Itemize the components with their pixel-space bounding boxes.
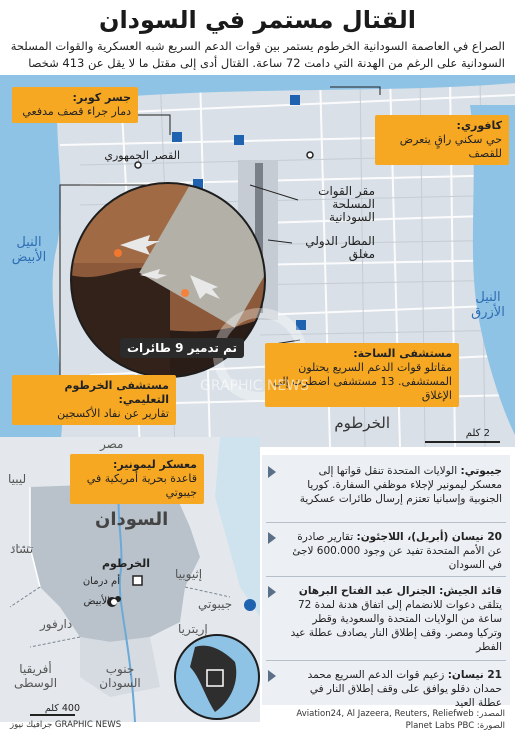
footer-source: المصدر: Aviation24, Al Jazeera, Reuters, Reliefweb bbox=[296, 709, 505, 719]
callout-cooper-bridge-text: دمار جراء قصف مدفعي bbox=[22, 105, 131, 118]
callout-lemonnier-text: قاعدة بحرية أمريكية في جيبوتي bbox=[86, 472, 197, 499]
callout-kafouri bbox=[375, 115, 509, 165]
callout-saha-hospital-title: مستشفى الساحة: bbox=[353, 347, 452, 360]
country-libya: ليبيا bbox=[8, 472, 27, 486]
country-sudan: السودان bbox=[95, 509, 169, 530]
timeline-entry-3 bbox=[262, 580, 510, 658]
triangle-icon bbox=[268, 586, 276, 598]
timeline-divider bbox=[266, 576, 506, 577]
callout-kafouri-text: حي سكني راقٍ يتعرض للقصف bbox=[399, 133, 502, 160]
callout-teaching-hospital-text: تقارير عن نفاد الأكسجين bbox=[57, 407, 169, 420]
timeline-entry-3-text: يتلقى دعوات للانضمام إلى اتفاق هدنة لمدة 72 ساعة من الولايات المتحدة والسعودية وقطر وتركيا ومصر. وقف إطلاق النار يصادف عطلة عيد الفطر bbox=[290, 599, 502, 653]
label-blue-nile: النيل الأزرق bbox=[471, 290, 505, 320]
city-khartoum: الخرطوم bbox=[102, 557, 150, 570]
regional-inset-map bbox=[0, 437, 260, 722]
callout-saha-hospital bbox=[265, 343, 459, 407]
region-darfur: دارفور bbox=[40, 617, 73, 631]
triangle-icon bbox=[268, 670, 276, 682]
callout-lemonnier-title: معسكر ليمونير: bbox=[112, 458, 197, 471]
country-eritrea: إريتريا bbox=[178, 622, 208, 636]
khartoum-map bbox=[0, 75, 515, 447]
page-title: القتال مستمر في السودان bbox=[98, 6, 417, 34]
callout-cooper-bridge-title: جسر كوبر: bbox=[72, 91, 131, 104]
label-presidential-palace: القصر الجمهوري bbox=[104, 149, 180, 162]
timeline-entry-2-lead: 20 نيسان (أبريل)، اللاجئون: bbox=[356, 531, 502, 543]
timeline-entry-4 bbox=[262, 664, 510, 714]
country-car: أفريقيا الوسطى bbox=[13, 662, 58, 690]
page-subtitle: الصراع في العاصمة السودانية الخرطوم يستمر بين قوات الدعم السريع شبه العسكرية والقوات المسلحة السودانية على الرغم من الهدنة التي دامت 72 ساعة. القتال أدى إلى مقتل ما لا يقل عن 413 شخصا bbox=[10, 39, 505, 70]
country-egypt: مصر bbox=[100, 437, 124, 451]
watermark: GRAPHIC NEWS bbox=[200, 378, 309, 394]
timeline-entry-4-lead: 21 نيسان: bbox=[447, 669, 502, 681]
photo-caption: تم تدمير 9 طائرات bbox=[120, 338, 244, 358]
city-omdurman: أم درمان bbox=[82, 576, 120, 587]
inset-scale-label: 400 كلم bbox=[44, 703, 80, 714]
callout-kafouri-title: كافوري: bbox=[456, 119, 502, 132]
footer-credit: الصورة: Planet Labs PBC bbox=[405, 721, 505, 731]
triangle-icon bbox=[268, 466, 276, 478]
timeline-entry-2-text: تقارير صادرة عن الأمم المتحدة تفيد عن وجود 600.000 لاجئ في السودان bbox=[292, 531, 502, 571]
city-obeid: الأبيض bbox=[83, 596, 110, 607]
scale-label: 2 كلم bbox=[465, 428, 490, 439]
timeline-entry-1-text: الولايات المتحدة تنقل قواتها إلى معسكر ليمونير لإجلاء موظفي السفارة. كوريا الجنوبية وإسبانيا تعتزم إرسال طائرات عسكرية bbox=[299, 465, 502, 505]
callout-cooper-bridge bbox=[12, 87, 138, 123]
callout-saha-hospital-text: مقاتلو قوات الدعم السريع يحتلون المستشفى. 13 مستشفى اضطرت إلى الإغلاق bbox=[273, 361, 452, 402]
callout-teaching-hospital-title: مستشفى الخرطوم التعليمي: bbox=[64, 379, 169, 406]
footer-brand: جرافيك نيوز GRAPHIC NEWS bbox=[10, 720, 122, 730]
country-djibouti: جيبوتي bbox=[198, 597, 233, 611]
country-ethiopia: إثيوبيا bbox=[175, 567, 203, 581]
timeline-divider bbox=[266, 522, 506, 523]
triangle-icon bbox=[268, 532, 276, 544]
timeline-entry-1 bbox=[262, 460, 510, 510]
label-army-hq: مقر القوات المسلحة السودانية bbox=[318, 184, 375, 224]
callout-lemonnier bbox=[70, 454, 204, 504]
timeline-entry-2 bbox=[262, 526, 510, 576]
country-chad: تشاد bbox=[10, 542, 34, 556]
label-white-nile: النيل الأبيض bbox=[11, 235, 47, 265]
timeline-divider bbox=[266, 660, 506, 661]
timeline-entry-1-lead: جيبوتي: bbox=[460, 465, 502, 477]
country-south-sudan: جنوب السودان bbox=[99, 662, 141, 690]
timeline-entry-4-text: زعيم قوات الدعم السريع محمد حمدان دقلو يوافق على وقف إطلاق النار في عطلة العيد bbox=[307, 669, 502, 709]
label-khartoum: الخرطوم bbox=[334, 414, 390, 432]
timeline-entry-3-lead: قائد الجيش: الجنرال عبد الفتاح البرهان bbox=[298, 585, 502, 597]
label-airport: المطار الدولي مغلق bbox=[305, 234, 375, 261]
callout-teaching-hospital bbox=[12, 375, 176, 425]
